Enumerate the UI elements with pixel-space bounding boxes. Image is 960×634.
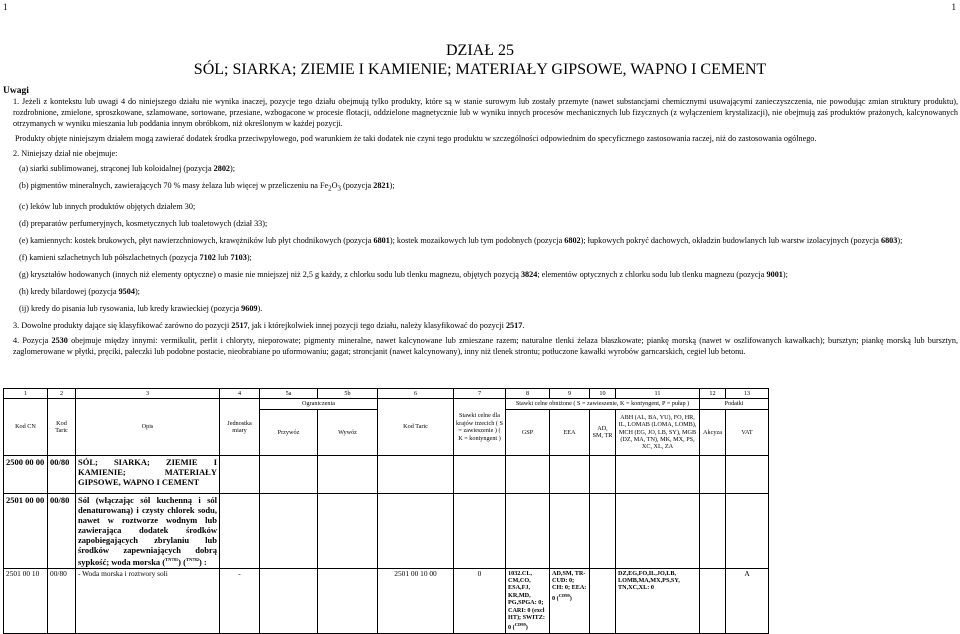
note-2-item-h: (h) kredy bilardowej (pozycja 9504); <box>19 286 140 296</box>
column-number: 3 <box>76 389 220 399</box>
header-kod-taric: Kod Taric <box>48 399 76 455</box>
column-number: 5b <box>318 389 378 399</box>
column-number: 2 <box>48 389 76 399</box>
note-2-item-d: (d) preparatów perfumeryjnych, kosmetycznych lub toaletowych (dział 33); <box>19 218 268 228</box>
cell-gsp: 1032.CL, CM,CO, ESA,FJ, KR,MD, PG,SPGA: 0; CARI: 0 (excl HT); SWITZ: 0 ($^{CD99}$) <box>506 568 550 633</box>
header-akcyza: Akcyza <box>700 409 726 455</box>
page-number-right: 1 <box>951 2 956 12</box>
column-number: 9 <box>550 389 590 399</box>
cell-taric-2: 2501 00 10 00 <box>378 568 454 633</box>
cell-unit: - <box>220 568 260 633</box>
notes-label: Uwagi <box>3 86 29 96</box>
cell-cn: 2500 00 00 <box>4 455 48 493</box>
note-1: 1. Jeżeli z kontekstu lub uwagi 4 do niniejszego działu nie wynika inaczej, pozycje tego działu obejmują tylko produkty, które są w stanie surowym lub zostały przemyte (nawet substancjami chemicznymi usuwającymi zanieczyszczenia, nie powodując zmian struktury produktu), rozdrobnione, zmielone, sproszkowane, szlamowane, sortowane, przesiane, wzbogacone w procesie flotacji, oddzielone magnetycznie lub w wyniku innych procesów mechanicznych lub fizycznych (z wyłączeniem krystalizacji), nie obejmują zaś produktów prażonych, kalcynowanych otrzymanych w wyniku mieszania lub poddania innym obróbkom, niż określonym w każdej pozycji. <box>13 97 958 128</box>
cell-cn: 2501 00 00 <box>4 493 48 568</box>
column-number: 8 <box>506 389 550 399</box>
table-row <box>4 493 769 568</box>
header-opis: Opis <box>76 399 220 455</box>
note-2-item-g: (g) kryształów hodowanych (innych niż elementy optyczne) o masie nie mniejszej niż 2,5 g każdy, z chlorku sodu lub tlenku magnezu, objętych pozycją 3824; elementów optycznych z chlorku sodu lub tlenku magnezu (pozycja 9001); <box>19 269 788 279</box>
chapter-number: DZIAŁ 25 <box>446 42 514 59</box>
header-gsp: GSP <box>506 409 550 455</box>
header-ad-sm-tr: AD, SM, TR <box>590 409 616 455</box>
column-number: 11 <box>616 389 700 399</box>
header-podatki: Podatki <box>700 399 769 409</box>
cell-cn: 2501 00 10 <box>4 568 48 633</box>
note-2-item-a: (a) siarki sublimowanej, strąconej lub koloidalnej (pozycja 2802); <box>19 164 236 173</box>
table-row <box>4 568 769 633</box>
cell-taric: 00/80 <box>48 455 76 493</box>
note-2-item-ij: (ij) kredy do pisania lub rysowania, lub kredy krawieckiej (pozycja 9609). <box>19 303 263 313</box>
cell-taric: 00/80 <box>48 493 76 568</box>
group-header-row <box>4 399 769 409</box>
note-1-paragraph-2: Produkty objęte niniejszym działem mogą zawierać dodatek środka przeciwpyłowego, pod warunkiem że taki dodatek nie czyni tego produktu w szczególności odpowiednim do specyficznego zastosowania raczej, niż do zastosowania ogólnego. <box>15 134 817 143</box>
column-number: 13 <box>726 389 769 399</box>
tariff-table <box>3 388 769 634</box>
header-ograniczenia: Ograniczenia <box>260 399 378 409</box>
column-number: 10 <box>590 389 616 399</box>
column-number: 6 <box>378 389 454 399</box>
header-abh: ABH (AL, BA, YU), FO, HR, IL, LOMAB (LOMA, LOMB), MCH (EG, JO, LB, SY), MGB (DZ, MA, TN), MK, MX, PS, XC, XL, ZA <box>616 409 700 455</box>
column-number: 4 <box>220 389 260 399</box>
note-4: 4. Pozycja 2530 obejmuje między innymi: vermikulit, perlit i chloryty, nieporowate; pigmenty mineralne, nawet kalcynowane lub zmieszane razem; naturalne tlenki żelaza błaszkowate; piankę morską (nawet w oszlifowanych kawałkach); bursztyn; piankę morską lub bursztyn, zaglomerowane w płytki, pręciki, pałeczki lub podobne postacie, nieobrabiane po uformowaniu; gagat; stroncjanit (nawet kalcynowany), inny niż tlenek strontu; potłuczone kawałki wyrobów garncarskich, cegieł lub betonu. <box>13 335 958 356</box>
cell-rate: 0 <box>454 568 506 633</box>
cell-vat: A <box>726 568 769 633</box>
chapter-title: SÓL; SIARKA; ZIEMIE I KAMIENIE; MATERIAŁY GIPSOWE, WAPNO I CEMENT <box>193 61 767 78</box>
cell-desc: SÓL; SIARKA; ZIEMIE I KAMIENIE; MATERIAŁY GIPSOWE, WAPNO I CEMENT <box>76 455 220 493</box>
column-number: 7 <box>454 389 506 399</box>
cell-desc: - Woda morska i roztwory soli <box>76 568 220 633</box>
cell-preferences: DZ,EG,FO,IL,JO,LB, LOMB,MA,MX,PS,SY, TN,XC,XL: 0 <box>616 568 700 633</box>
header-kod-taric-2: Kod Taric <box>378 399 454 455</box>
column-number-row <box>4 389 769 399</box>
header-eea: EEA <box>550 409 590 455</box>
note-2-item-e: (e) kamiennych: kostek brukowych, płyt nawierzchniowych, krawężników lub płyt chodnikowych (pozycja 6801); kostek mozaikowych lub tym podobnych (pozycja 6802); łupkowych pokryć dachowych, okładzin budowlanych lub warstw izolacyjnych (pozycja 6803); <box>19 235 903 245</box>
cell-desc: Sól (włączając sól kuchenną i sól denaturowaną) i czysty chlorek sodu, nawet w roztworze wodnym lub zawierająca dodatek środków zapobiegających zbrylaniu lub środków zapewniających dobrą sypkość; woda morska ($^{TN781}$) ($^{TN782}$) : <box>76 493 220 568</box>
column-number: 12 <box>700 389 726 399</box>
page-number-left: 1 <box>3 2 8 12</box>
note-2-item-c: (c) leków lub innych produktów objętych działem 30; <box>19 201 196 211</box>
header-stawki-obnizone: Stawki celne obniżone ( S = zawieszenie, K = kontyngent, P = pułap ) <box>506 399 700 409</box>
header-jednostka: Jednostka miary <box>220 399 260 455</box>
table-row <box>4 455 769 493</box>
header-stawki-celne: Stawki celne dla krajów trzecich ( S = zawieszenie ) ( K = kontyngent ) <box>454 399 506 455</box>
note-2-item-f: (f) kamieni szlachetnych lub półszlachetnych (pozycja 7102 lub 7103); <box>19 252 252 262</box>
header-przywoz: Przywóz <box>260 409 318 455</box>
cell-eea: AD,SM, TR-CUD: 0; CH: 0; EEA: 0 ($^{CD99}$) <box>550 568 590 633</box>
header-vat: VAT <box>726 409 769 455</box>
note-2: 2. Niniejszy dział nie obejmuje: <box>13 149 118 158</box>
cell-taric: 00/80 <box>48 568 76 633</box>
note-3: 3. Dowolne produkty dające się klasyfikować zarówno do pozycji 2517, jak i którejkolwiek innej pozycji tego działu, należy klasyfikować do pozycji 2517. <box>13 320 525 330</box>
header-wywoz: Wywóz <box>318 409 378 455</box>
column-number: 5a <box>260 389 318 399</box>
note-2-item-b: (b) pigmentów mineralnych, zawierających 70 % masy żelaza lub więcej w przeliczeniu na $Fe_2O_3$ (pozycja 2821); <box>19 181 395 193</box>
header-kod-cn: Kod CN <box>4 399 48 455</box>
column-number: 1 <box>4 389 48 399</box>
notes-body <box>3 96 958 361</box>
